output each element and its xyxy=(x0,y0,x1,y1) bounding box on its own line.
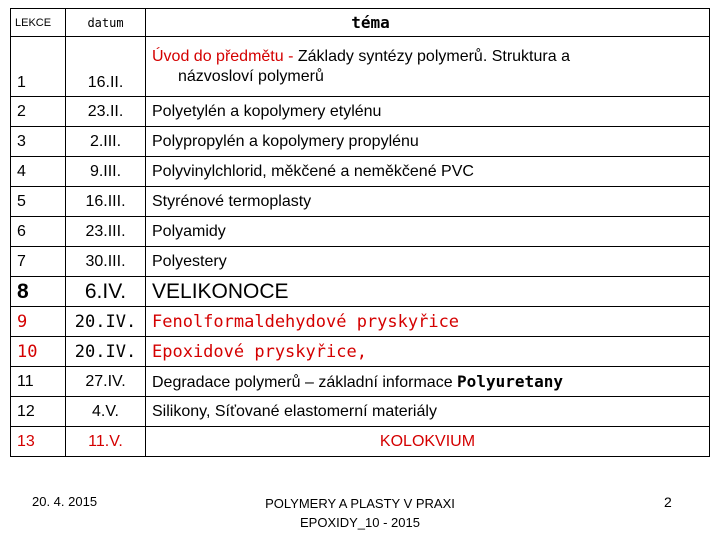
table-row xyxy=(11,397,710,427)
datum-cell: 23.III. xyxy=(66,217,146,247)
datum-cell: 16.III. xyxy=(66,187,146,217)
tema-cell: KOLOKVIUM xyxy=(146,427,710,457)
tema-cell: Epoxidové pryskyřice, xyxy=(146,337,710,367)
lekce-cell: 6 xyxy=(11,217,66,247)
tema-cell: VELIKONOCE xyxy=(146,277,710,307)
header-lekce: LEKCE xyxy=(11,9,66,37)
tema-cell: Fenolformaldehydové pryskyřice xyxy=(146,307,710,337)
tema-cell: Polypropylén a kopolymery propylénu xyxy=(146,127,710,157)
table-row xyxy=(11,247,710,277)
header-row xyxy=(11,9,710,37)
lekce-cell: 13 xyxy=(11,427,66,457)
lekce-cell: 11 xyxy=(11,367,66,397)
tema-text: Degradace polymerů – základní informace xyxy=(152,373,458,391)
datum-cell: 6.IV. xyxy=(66,277,146,307)
footer-title-line2: EPOXIDY_10 - 2015 xyxy=(300,515,420,530)
table-row xyxy=(11,97,710,127)
tema-cell: Polyvinylchlorid, měkčené a neměkčené PVC xyxy=(146,157,710,187)
header-tema: téma xyxy=(146,9,710,37)
tema-bold-text: Polyuretany xyxy=(457,371,564,391)
tema-cell: Polyamidy xyxy=(146,217,710,247)
datum-cell: 11.V. xyxy=(66,427,146,457)
datum-cell: 16.II. xyxy=(66,37,146,97)
lekce-cell: 5 xyxy=(11,187,66,217)
table-row xyxy=(11,157,710,187)
lekce-cell: 1 xyxy=(11,37,66,97)
table-row xyxy=(11,187,710,217)
datum-cell: 20.IV. xyxy=(66,337,146,367)
datum-cell: 27.IV. xyxy=(66,367,146,397)
table-row xyxy=(11,127,710,157)
table-row xyxy=(11,217,710,247)
datum-cell: 2.III. xyxy=(66,127,146,157)
lekce-cell: 10 xyxy=(11,337,66,367)
tema-intro-text: Základy syntézy polymerů. Struktura a xyxy=(297,47,570,65)
table-row xyxy=(11,367,710,397)
datum-cell: 23.II. xyxy=(66,97,146,127)
header-datum: datum xyxy=(66,9,146,37)
table-row xyxy=(11,277,710,307)
tema-cell: Silikony, Síťované elastomerní materiály xyxy=(146,397,710,427)
tema-cell xyxy=(146,367,710,397)
datum-cell: 4.V. xyxy=(66,397,146,427)
datum-cell: 30.III. xyxy=(66,247,146,277)
footer-title-line1: POLYMERY A PLASTY V PRAXI xyxy=(265,496,455,511)
lekce-cell: 3 xyxy=(11,127,66,157)
tema-intro-red: Úvod do předmětu - xyxy=(152,47,298,65)
table-row xyxy=(11,427,710,457)
tema-cell xyxy=(146,37,710,97)
lekce-cell: 2 xyxy=(11,97,66,127)
footer-date: 20. 4. 2015 xyxy=(32,494,98,509)
table-row xyxy=(11,37,710,97)
tema-cell: Polyetylén a kopolymery etylénu xyxy=(146,97,710,127)
datum-cell: 20.IV. xyxy=(66,307,146,337)
tema-cell: Styrénové termoplasty xyxy=(146,187,710,217)
lekce-cell: 7 xyxy=(11,247,66,277)
lekce-cell: 4 xyxy=(11,157,66,187)
lekce-cell: 12 xyxy=(11,397,66,427)
lekce-cell: 9 xyxy=(11,307,66,337)
table-row xyxy=(11,337,710,367)
tema-intro-line2: názvosloví polymerů xyxy=(178,67,324,85)
page-number: 2 xyxy=(664,494,672,510)
footer-title xyxy=(230,494,490,532)
lekce-cell: 8 xyxy=(11,277,66,307)
table-row xyxy=(11,307,710,337)
tema-cell: Polyestery xyxy=(146,247,710,277)
schedule-table xyxy=(10,8,710,457)
datum-cell: 9.III. xyxy=(66,157,146,187)
